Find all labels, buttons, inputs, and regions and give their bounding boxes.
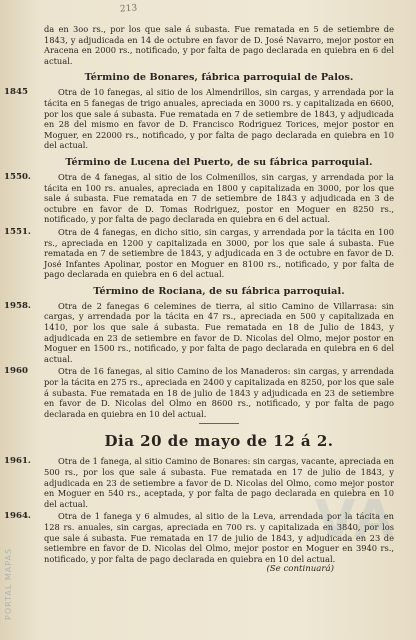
entry-number: 1961. [4, 456, 31, 467]
section-divider [199, 423, 239, 424]
section-heading-lucena: Término de Lucena del Puerto, de su fábrica parroquial. [65, 156, 373, 168]
entry-number: 1958. [4, 300, 31, 311]
opening-text: da en 3oo rs., por los que sale á subasta. Fue rematada en 5 de setiembre de 1843, y adjudicada en 14 de octubre en favor de D. José Navarro, mejor postor en Aracena en 2000 rs., notificado, y por falta de pago declarada en quiebra en 6 del actual. [44, 24, 394, 66]
entry-text: Otra de 1 fanega y 6 almudes, al sitio de la Leva, arrendada por la tácita en 128 rs. anuales, sin cargas, apreciada en 700 rs. y capitalizada en 3840, por los que sale á subasta. Fue rematada en 17 de julio de 1843, y adjudicada en 23 de setiembre en favor de D. Nicolas del Olmo, mejor postor en Moguer en 3940 rs., notificado, y por falta de pago declarada en quiebra en 10 del actual. [44, 511, 394, 564]
entry-text: Otra de 2 fanegas 6 celemines de tierra, al sitio Camino de Villarrasa: sin cargas, y arrendada por la tácita en 47 rs., apreciada en 500 y capitalizada en 1410, por los que sale á subasta. Fue rematada en 18 de Julio de 1843, y adjudicada en 23 de setiembre en favor de D. Nicolas del Olmo, mejor postor en Moguer en 1500 rs., notificado, y por falta de pago declarada en quiebra en 6 del actual. [44, 300, 394, 364]
entry-text: Otra de 4 fanegas, en dicho sitio, sin cargas, y arrendada por la tácita en 100 rs., apreciada en 1200 y capitalizada en 3000, por los que sale á subasta. Fue rematada en 7 de setiembre de 1843, y adjudicada en 3 de octubre en favor de D. José Infantes Apolinar, postor en Moguer en 8100 rs., notificado, y por falta de pago declarada en quiebra en 6 del actual. [44, 226, 394, 280]
entry-1845 [4, 87, 394, 151]
entry-number: 1551. [4, 226, 31, 237]
entry-1550 [4, 171, 394, 225]
entry-text: Otra de 4 fanegas, al sitio de los Colmenillos, sin cargas, y arrendada por la tácita en 100 rs. anuales, apreciada en 1800 y capitalizada en 3000, por los que sale á subasta. Fue rematada en 7 de setiembre de 1843 y adjudicada en 3 de octubre en favor de D. Tomas Rodriguez, postor en Moguer en 8250 rs., notificado, y por falta de pago declarada en quiebra en 6 del actual. [44, 171, 394, 225]
entry-text: Otra de 16 fanegas, al sitio Camino de los Manaderos: sin cargas, y arrendada por la tácita en 275 rs., apreciada en 2400 y capitalizada en 8250, por los que sale á subasta. Fue rematada en 18 de julio de 1843 y adjudicada en 23 de setiembre en favor de D. Nicolas del Olmo en 8600 rs., notificado, y por falta de pago declarada en quiebra en 10 del actual. [44, 366, 394, 419]
entry-text: Otra de 1 fanega, al sitio Camino de Bonares: sin cargas, vacante, apreciada en 500 rs., por los que sale á subasta. Fue rematada en 17 de julio de 1843, y adjudicada en 23 de setiembre a favor de D. Nicolas del Olmo, como mejor postor en Moguer en 540 rs., aceptada, y por falta de pago declarada en quiebra en 10 del actual. [44, 456, 394, 509]
entry-text: Otra de 10 fanegas, al sitio de los Almendrillos, sin cargas, y arrendada por la tácita en 5 fanegas de trigo anuales, apreciada en 3000 rs. y capitalizada en 6600, por los que sale á subasta. Fue rematada en 7 de setiembre de 1843, y adjudicada en 28 del mismo en favor de D. Francisco Rodriguez Torices, mejor postor en Moguer, en 22000 rs., notificado, y por falta de pago declarada en quiebra en 10 del actual. [44, 87, 394, 151]
watermark: VA [315, 490, 396, 550]
section-heading-bonares: Término de Bonares, fábrica parroquial de Palos. [84, 72, 354, 84]
entry-number: 1964. [4, 511, 31, 522]
date-heading: Dia 20 de mayo de 12 á 2. [104, 432, 334, 451]
entry-number: 1550. [4, 171, 31, 182]
corner-page-mark: 213 [119, 3, 138, 15]
opening-paragraph [44, 24, 394, 66]
section-heading-rociana: Término de Rociana, de su fábrica parroquial. [93, 285, 345, 297]
entry-number: 1960 [4, 366, 28, 377]
entry-1551 [4, 226, 394, 280]
entry-1958 [4, 300, 394, 365]
continued-note: (Se continuará) [266, 564, 334, 575]
entry-number: 1845 [4, 87, 28, 98]
entry-1960 [4, 366, 394, 419]
archive-stamp: PORTAL MAPAS [4, 547, 13, 620]
